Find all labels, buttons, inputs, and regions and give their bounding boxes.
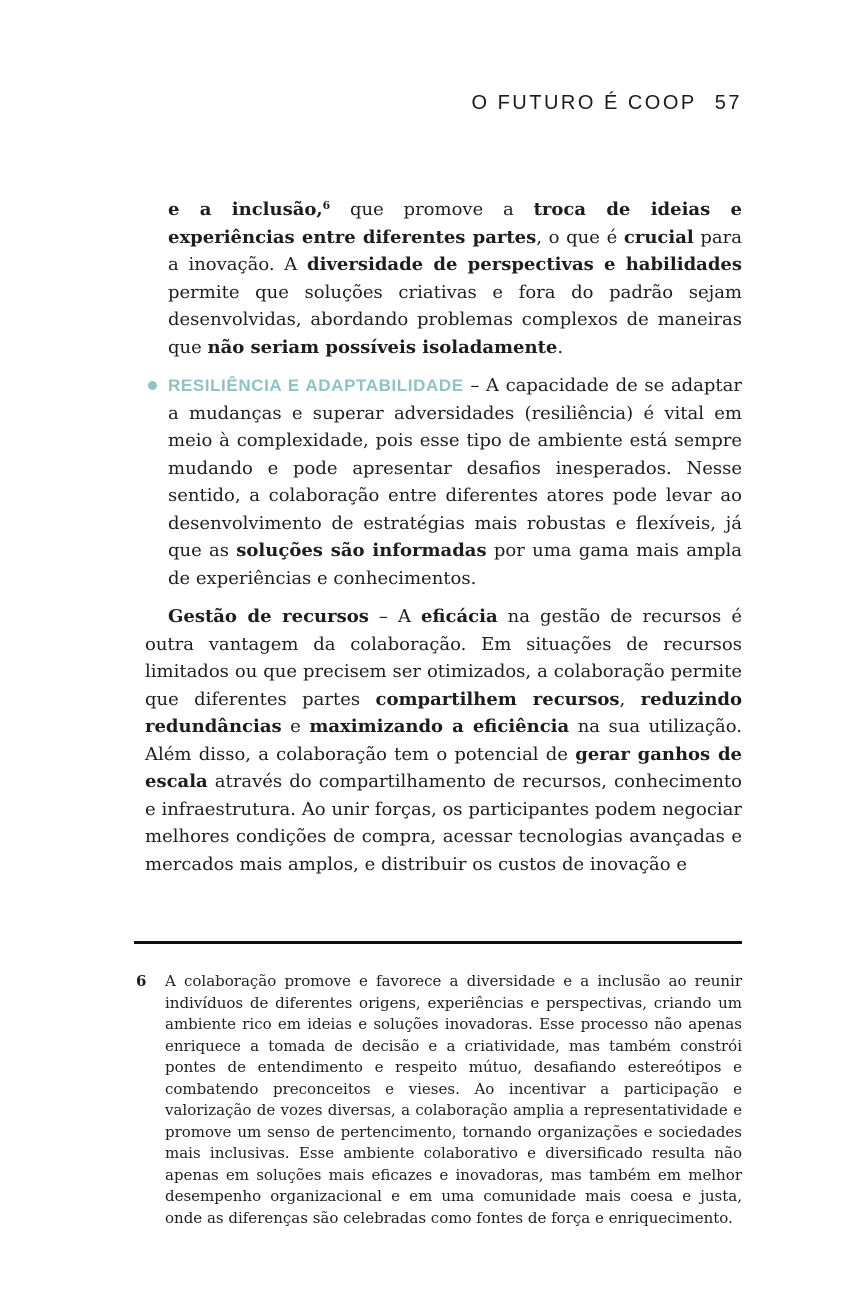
footnote-text: A colaboração promove e favorece a diversidade e a inclusão ao reunir indivíduos de diferentes origens, experiências e perspectivas, criando um ambiente rico em ideias e soluções inovadoras. Esse processo não apenas enriquece a tomada de decisão e a criatividade, mas também constrói pontes de entendimento e respeito mútuo, desafiando estereótipos e combatendo preconceitos e vieses. Ao incentivar a participação e valorização de vozes diversas, a colaboração amplia a representatividade e promove um senso de pertencimento, tornando organizações e sociedades mais inclusivas. Esse ambiente colaborativo e diversificado resulta não apenas em soluções mais eficazes e inovadoras, mas também em melhor desempenho organizacional e em uma comunidade mais coesa e justa, onde as diferenças são celebradas como fontes de força e enriquecimento.: [165, 972, 742, 1227]
bullet-item-resiliencia: [145, 372, 742, 592]
footnote: [134, 971, 742, 1229]
bullet-paragraph: [168, 372, 742, 592]
bullet-dot-icon: [148, 381, 157, 390]
book-title: O FUTURO É COOP: [471, 92, 697, 114]
page-content: [145, 196, 742, 878]
page-number: 57: [714, 92, 742, 114]
footnote-number: 6: [136, 972, 147, 990]
paragraph-gestao-de-recursos: Gestão de recursos – A eficácia na gestão de recursos é outra vantagem da colaboração. Em situações de recursos limitados ou que precisem ser otimizados, a colaboração permite que diferentes partes compartilhem recursos, reduzindo redundâncias e maximizando a eficiência na sua utilização. Além disso, a colaboração tem o potencial de gerar ganhos de escala através do compartilhamento de recursos, conhecimento e infraestrutura. Ao unir forças, os participantes podem negociar melhores condições de compra, acessar tecnologias avançadas e mercados mais amplos, e distribuir os custos de inovação e: [145, 606, 743, 875]
bullet-text: – A capacidade de se adaptar a mudanças e superar adversidades (resiliência) é vital em meio à complexidade, pois esse tipo de ambiente está sempre mudando e pode apresentar desafios inesperados. Nesse sentido, a colaboração entre diferentes atores pode levar ao desenvolvimento de estratégias mais robustas e flexíveis, já que as soluções são informadas por uma gama mais ampla de experiências e conhecimentos.: [168, 375, 743, 589]
paragraph-continuation: e a inclusão,$^6$ que promove a troca de ideias e experiências entre diferentes partes, o que é crucial para a inovação. A diversidade de perspectivas e habilidades permite que soluções criativas e fora do padrão sejam desenvolvidas, abordando problemas complexos de maneiras que não seriam possíveis isoladamente.: [168, 199, 743, 358]
footnote-area: [134, 941, 742, 1229]
bullet-heading: RESILIÊNCIA E ADAPTABILIDADE: [168, 376, 464, 395]
running-header: [0, 92, 742, 115]
footnote-divider: [134, 941, 742, 944]
